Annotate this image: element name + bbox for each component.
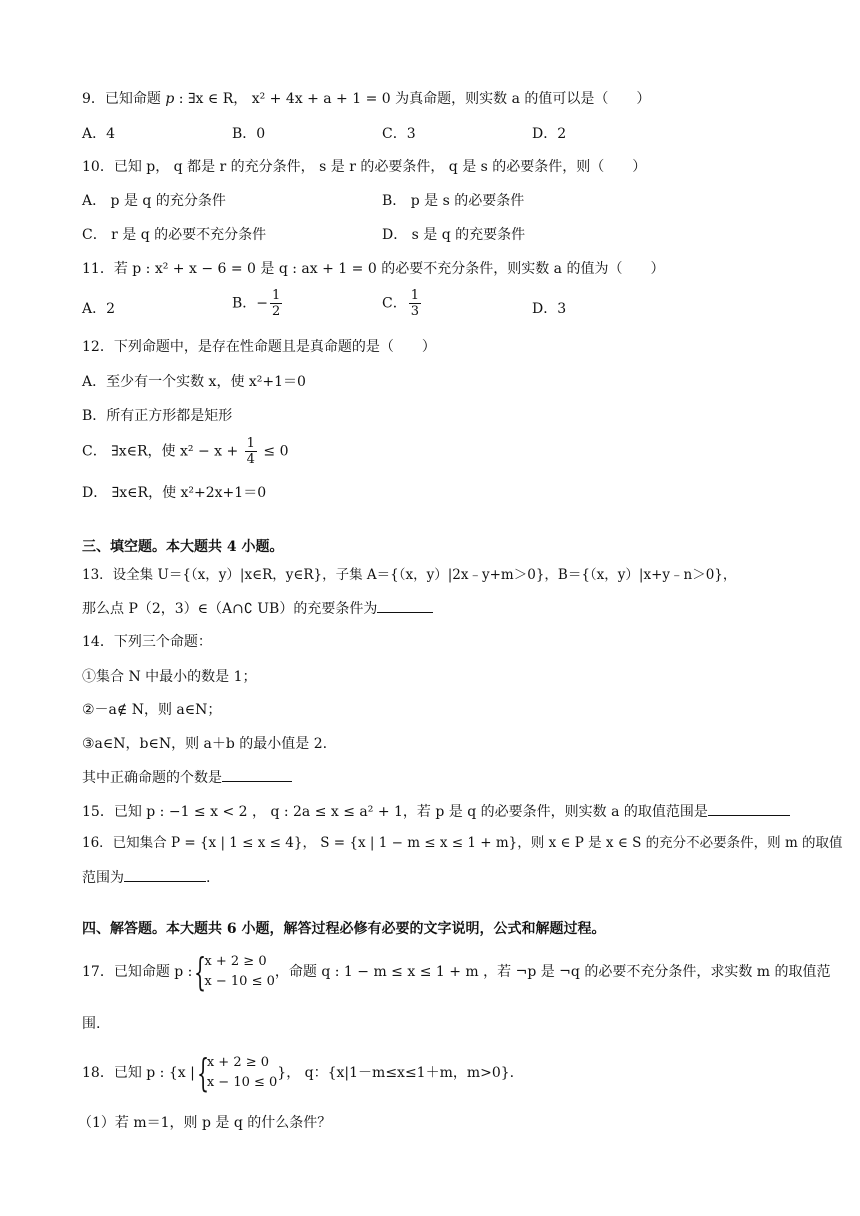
q11-option-b (232, 288, 284, 319)
q17-brace: { (194, 950, 207, 994)
q10-option-b: B． p 是 s 的必要条件 (382, 193, 525, 209)
q12-option-c-suffix: ≤ 0 (258, 443, 289, 460)
q10-stem: 10．已知 p， q 都是 r 的充分条件， s 是 r 的必要条件， q 是 s 的必要条件，则（ ） (82, 159, 647, 175)
q11-b-numerator: 1 (272, 288, 281, 303)
q18-inequality-system (197, 1053, 277, 1093)
q11-option-b-fraction (270, 288, 282, 319)
q18-prefix: 18．已知 p : {x | (82, 1065, 195, 1081)
q13-line-1: 13．设全集 U＝{（x，y）|x∈R，y∈R}，子集 A＝{（x，y）|2x﹣y+m＞0}，B＝{（x，y）|x+y﹣n＞0}， (82, 567, 737, 583)
q17-line-2: 围. (82, 1016, 101, 1032)
q18-stem (82, 1053, 514, 1093)
q14-item-2: ②－a∉ N，则 a∈N； (82, 702, 222, 718)
q18-row-2: x − 10 ≤ 0 (206, 1075, 278, 1090)
q11-c-numerator: 1 (410, 288, 419, 303)
q14-answer-blank (222, 767, 292, 782)
q16-answer-blank (124, 867, 206, 882)
q15-answer-blank (708, 801, 790, 816)
q11-c-denominator: 3 (410, 304, 419, 319)
q14-ask (82, 767, 292, 788)
q11-option-c (382, 288, 423, 319)
q12-stem: 12．下列命题中，是存在性命题且是真命题的是（ ） (82, 339, 436, 355)
q10-option-c: C． r 是 q 的必要不充分条件 (82, 227, 267, 243)
q16-line-2-text: 范围为 (82, 870, 124, 886)
q11-option-c-prefix: C． (382, 295, 407, 312)
q11-option-d: D．3 (532, 301, 567, 317)
q12-option-c (82, 436, 289, 467)
q9-option-c: C．3 (382, 126, 416, 142)
q16-line-2-end: . (206, 870, 211, 886)
q13-answer-blank (377, 598, 433, 613)
q16-line-1: 16．已知集合 P = {x | 1 ≤ x ≤ 4}， S = {x | 1 − m ≤ x ≤ 1 + m}，则 x ∈ P 是 x ∈ S 的充分不必要条件，则 m 的取值 (82, 835, 843, 851)
q9-stem-a: 9．已知命题 (82, 91, 166, 107)
q18-brace: { (196, 1051, 209, 1095)
q11-option-a: A．2 (82, 301, 116, 317)
q13-line-2 (82, 598, 433, 619)
q12-option-d: D． ∃x∈R，使 x²+2x+1＝0 (82, 485, 267, 501)
q13-line-2-text: 那么点 P（2，3）∈（A∩∁ UB）的充要条件为 (82, 601, 378, 617)
q12-c-denominator: 4 (246, 452, 255, 467)
q14-item-3: ③a∈N，b∈N，则 a＋b 的最小值是 2. (82, 736, 328, 752)
q17-row-1: x + 2 ≥ 0 (204, 954, 267, 969)
q10-option-d: D． s 是 q 的充要条件 (382, 227, 526, 243)
q9-option-a: A．4 (82, 126, 116, 142)
q11-option-b-sign: − (256, 295, 269, 312)
q9-stem-b: : ∃x ∈ R， x² + 4x + a + 1 = 0 为真命题，则实数 a 的值可以是（ ） (174, 91, 651, 107)
q14-ask-text: 其中正确命题的个数是 (82, 770, 222, 786)
q11-option-b-prefix: B． (232, 295, 257, 312)
q15-stem (82, 801, 790, 822)
q12-option-c-fraction (245, 436, 257, 467)
q17-row-2: x − 10 ≤ 0 (204, 974, 275, 989)
q11-stem: 11．若 p : x² + x − 6 = 0 是 q : ax + 1 = 0 的必要不充分条件，则实数 a 的值为（ ） (82, 261, 665, 277)
q10-option-a: A． p 是 q 的充分条件 (82, 193, 226, 209)
q12-c-numerator: 1 (246, 436, 255, 451)
q14-stem: 14．下列三个命题： (82, 634, 212, 650)
q9-stem-p: p (165, 91, 175, 107)
q12-option-c-prefix: C． ∃x∈R，使 x² − x + (82, 443, 243, 460)
q16-line-2 (82, 867, 210, 888)
q18-suffix: }， q：{x|1－m≤x≤1＋m，m>0}. (277, 1065, 515, 1081)
q15-stem-text: 15．已知 p : −1 ≤ x < 2 ， q : 2a ≤ x ≤ a² + 1，若 p 是 q 的必要条件，则实数 a 的取值范围是 (82, 804, 708, 820)
q12-option-a: A．至少有一个实数 x，使 x²+1＝0 (82, 374, 306, 390)
q9-option-d: D．2 (532, 126, 567, 142)
q17-stem (82, 952, 831, 992)
q12-option-b: B．所有正方形都是矩形 (82, 408, 233, 424)
q11-option-c-fraction (409, 288, 421, 319)
q18-sub-1: （1）若 m＝1，则 p 是 q 的什么条件？ (78, 1115, 332, 1131)
q17-suffix: ，命题 q : 1 − m ≤ x ≤ 1 + m ，若 ¬p 是 ¬q 的必要不充分条件，求实数 m 的取值范 (274, 964, 831, 980)
q14-item-1: ①集合 N 中最小的数是 1； (82, 669, 257, 685)
q17-inequality-system (194, 952, 274, 992)
q9-option-b: B．0 (232, 126, 266, 142)
q9-stem (82, 89, 650, 109)
section-4-heading: 四、解答题。本大题共 6 小题，解答过程必修有必要的文字说明，公式和解题过程。 (82, 921, 606, 937)
q18-row-1: x + 2 ≥ 0 (206, 1055, 270, 1070)
q11-b-denominator: 2 (272, 304, 281, 319)
q17-prefix: 17．已知命题 p : (82, 964, 193, 980)
section-3-heading: 三、填空题。本大题共 4 小题。 (82, 539, 284, 555)
